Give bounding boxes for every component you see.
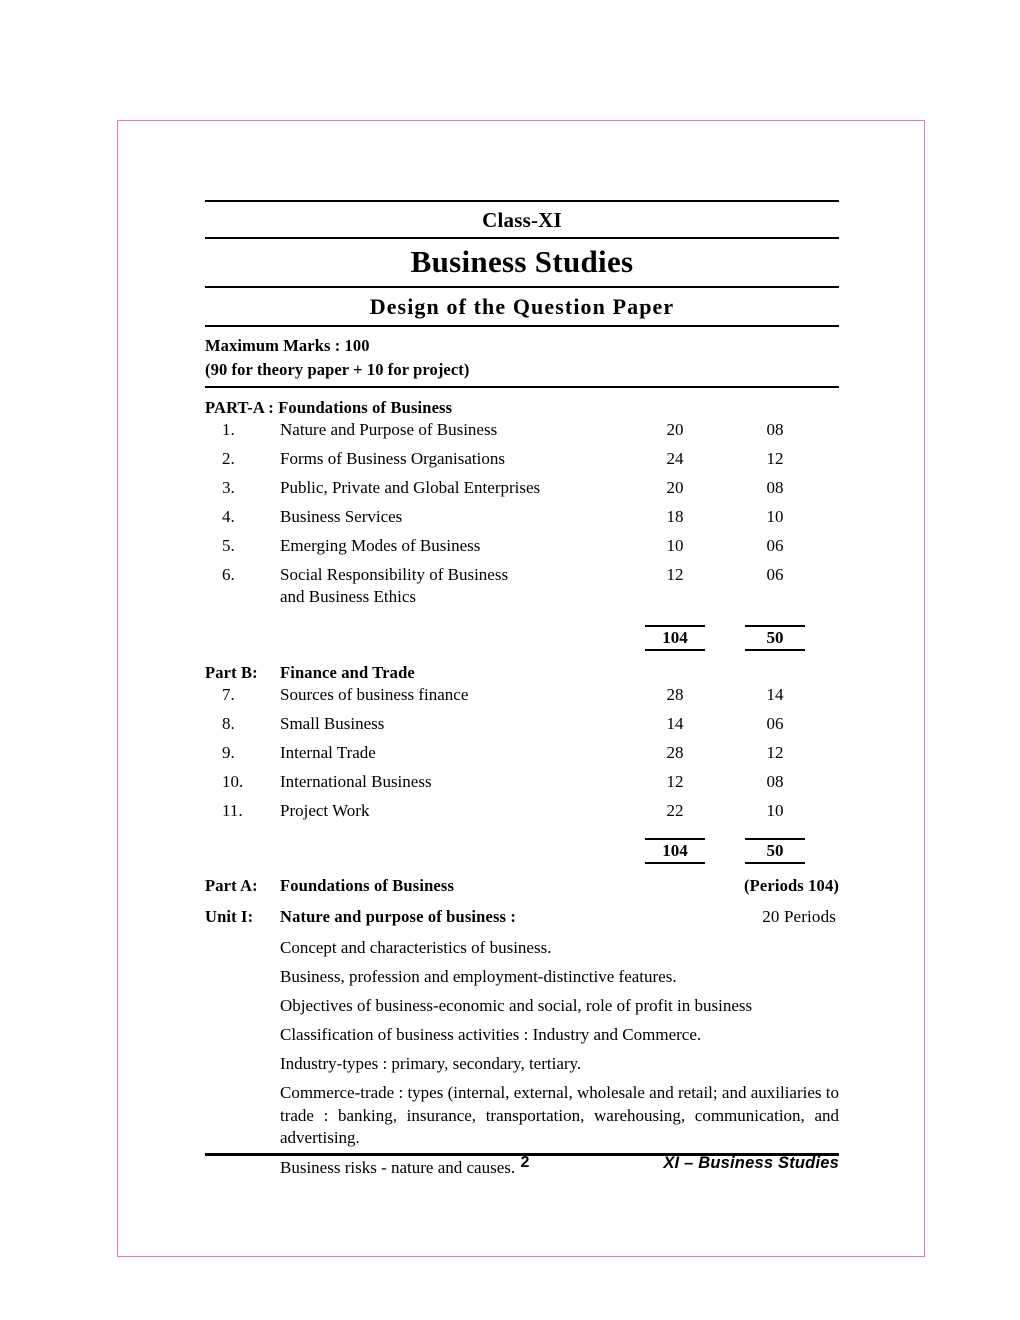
unit-1-line: Objectives of business-economic and social, role of profit in business — [280, 996, 753, 1016]
row-periods: 10 — [666, 535, 684, 555]
row-number: 4. — [222, 506, 235, 526]
table-row — [205, 772, 839, 801]
row-marks: 10 — [766, 800, 784, 820]
row-marks: 12 — [766, 742, 784, 762]
part-a-section-title: Foundations of Business — [280, 875, 455, 895]
row-periods: 20 — [666, 477, 684, 497]
table-row — [205, 478, 839, 507]
row-periods: 18 — [666, 506, 684, 526]
table-row — [205, 743, 839, 772]
row-title: Social Responsibility of Business — [280, 564, 509, 584]
row-marks: 06 — [766, 564, 784, 584]
table-row — [205, 507, 839, 536]
unit-1-label: Unit I: — [205, 906, 254, 926]
row-number: 5. — [222, 535, 235, 555]
row-marks: 06 — [766, 535, 784, 555]
row-number: 11. — [222, 800, 243, 820]
row-number: 3. — [222, 477, 235, 497]
row-periods: 22 — [666, 800, 684, 820]
unit-1-line: Concept and characteristics of business. — [280, 937, 552, 957]
row-title: Business Services — [280, 506, 403, 526]
row-marks: 08 — [766, 771, 784, 791]
row-marks: 08 — [766, 419, 784, 439]
document-subtitle: Design of the Question Paper — [369, 293, 675, 319]
row-title: Small Business — [280, 713, 385, 733]
part-b-total-periods: 104 — [645, 838, 705, 864]
row-periods: 28 — [666, 742, 684, 762]
part-a-section-heading — [205, 866, 839, 898]
maximum-marks-line1: Maximum Marks : 100 — [205, 336, 370, 356]
row-title: Project Work — [280, 800, 370, 820]
row-title: Sources of business finance — [280, 684, 469, 704]
unit-1-heading — [205, 898, 839, 930]
table-row — [205, 449, 839, 478]
table-row — [205, 714, 839, 743]
unit-1-title: Nature and purpose of business : — [280, 906, 517, 926]
row-marks: 06 — [766, 713, 784, 733]
table-row — [205, 536, 839, 565]
maximum-marks-block — [205, 327, 839, 386]
table-row — [205, 565, 839, 617]
row-title: Internal Trade — [280, 742, 376, 762]
row-number: 10. — [222, 771, 244, 791]
row-title: Forms of Business Organisations — [280, 448, 505, 468]
row-title: Public, Private and Global Enterprises — [280, 477, 541, 497]
row-periods: 20 — [666, 419, 684, 439]
part-b-totals-row — [205, 830, 839, 866]
part-b-label: Part B: — [205, 662, 258, 682]
row-marks: 08 — [766, 477, 784, 497]
part-a-section-periods: (Periods 104) — [744, 875, 839, 895]
class-line: Class-XI — [482, 208, 562, 232]
page-number: 2 — [520, 1154, 530, 1171]
row-marks: 14 — [766, 684, 784, 704]
maximum-marks-line2: (90 for theory paper + 10 for project) — [205, 359, 470, 379]
row-title: International Business — [280, 771, 432, 791]
row-number: 7. — [222, 684, 235, 704]
page-footer — [205, 1154, 839, 1182]
unit-1-closing-line: Business risks - nature and causes. — [280, 1157, 516, 1177]
row-periods: 14 — [666, 713, 684, 733]
row-periods: 12 — [666, 771, 684, 791]
table-row — [205, 420, 839, 449]
row-title: Emerging Modes of Business — [280, 535, 481, 555]
unit-1-line: Industry-types : primary, secondary, tertiary. — [280, 1054, 582, 1074]
row-title-continued: and Business Ethics — [280, 586, 416, 606]
part-b-total-marks: 50 — [745, 838, 805, 864]
unit-1-line: Business, profession and employment-distinctive features. — [280, 967, 677, 987]
row-marks: 10 — [766, 506, 784, 526]
row-periods: 28 — [666, 684, 684, 704]
table-row — [205, 801, 839, 830]
part-b-table-heading — [205, 653, 839, 685]
row-marks: 12 — [766, 448, 784, 468]
part-a-total-periods: 104 — [645, 625, 705, 651]
unit-1-periods: 20 Periods — [762, 906, 836, 926]
row-number: 2. — [222, 448, 235, 468]
part-a-totals-row — [205, 617, 839, 653]
part-a-total-marks: 50 — [745, 625, 805, 651]
footer-title: XI – Business Studies — [663, 1154, 839, 1172]
part-b-title: Finance and Trade — [280, 662, 415, 682]
part-a-table-heading — [205, 388, 839, 420]
part-a-table-heading-text: PART-A : Foundations of Business — [205, 397, 453, 417]
unit-1-line: Classification of business activities : Industry and Commerce. — [280, 1025, 702, 1045]
row-number: 8. — [222, 713, 235, 733]
unit-1-paragraph: Commerce-trade : types (internal, external, wholesale and retail; and auxiliaries to trade : banking, insurance, transportation, warehousing, communication, and advertising. — [280, 1083, 839, 1148]
row-title: Nature and Purpose of Business — [280, 419, 498, 439]
part-a-section-label: Part A: — [205, 875, 258, 895]
row-number: 6. — [222, 564, 235, 584]
table-row — [205, 685, 839, 714]
row-periods: 24 — [666, 448, 684, 468]
row-number: 1. — [222, 419, 235, 439]
subject-title: Business Studies — [410, 244, 634, 280]
row-periods: 12 — [666, 564, 684, 584]
row-number: 9. — [222, 742, 235, 762]
document-content — [205, 200, 839, 1179]
